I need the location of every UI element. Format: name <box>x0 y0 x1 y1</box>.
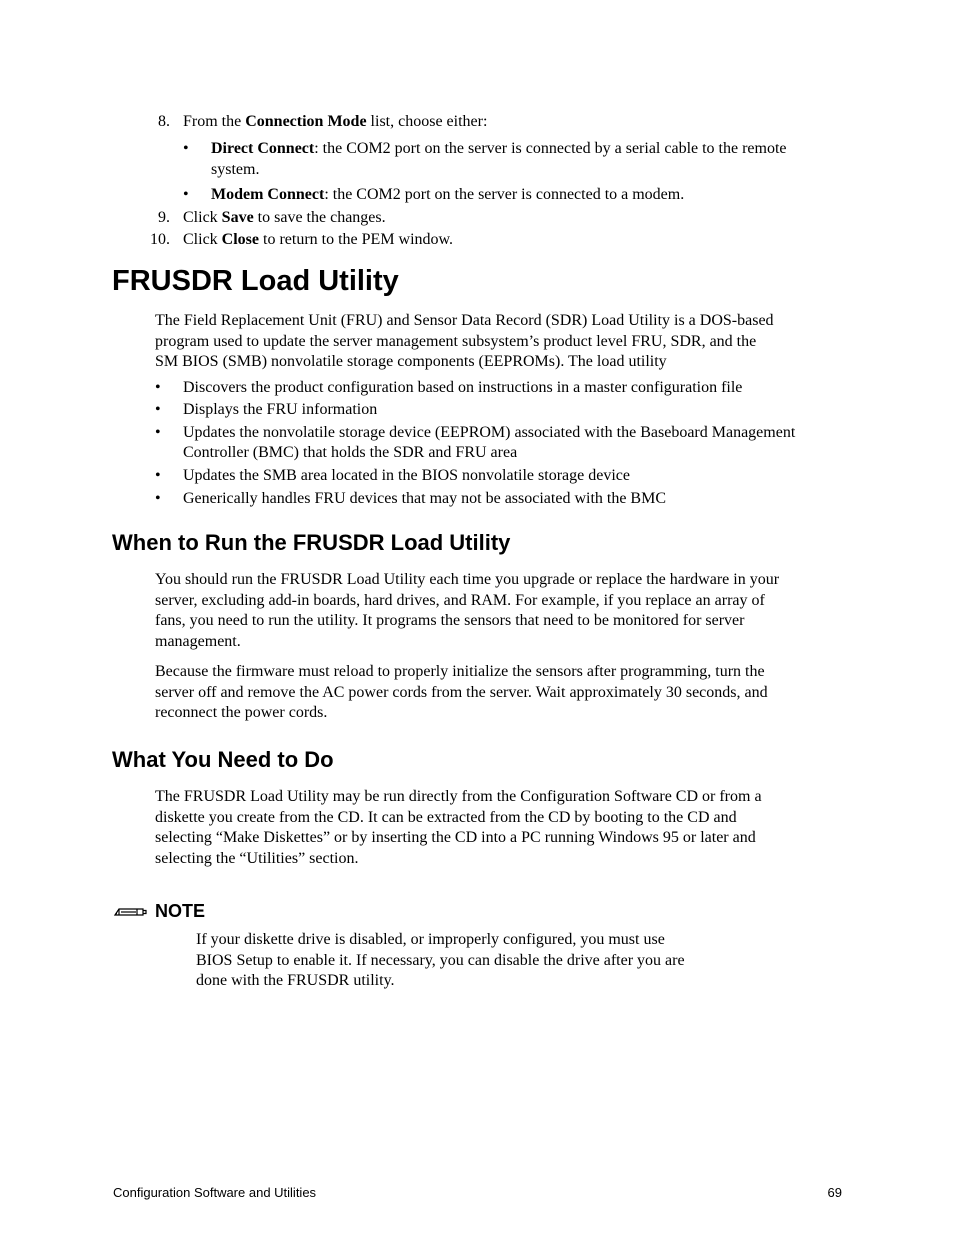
bullet-icon: • <box>155 401 161 418</box>
paragraph: Because the firmware must reload to properly initialize the sensors after programming, turn the server off and remove the AC power cords from the server. Wait approximately 30 seconds, and reconnect the power cords. <box>155 663 768 721</box>
pencil-icon <box>113 902 149 922</box>
footer-title: Configuration Software and Utilities <box>113 1185 317 1200</box>
step-text: From the Connection Mode list, choose either: <box>183 113 488 130</box>
paragraph: You should run the FRUSDR Load Utility each time you upgrade or replace the hardware in your server, excluding add-in boards, hard drives, and RAM. For example, if you replace an array of fans, you need to run the utility. It programs the sensors that need to be monitored for server management. <box>155 571 780 650</box>
note-label: NOTE <box>155 901 206 921</box>
step-number: 8. <box>158 113 170 130</box>
bullet-icon: • <box>155 490 161 507</box>
bullet-icon: • <box>183 140 189 157</box>
step-number: 10. <box>150 231 170 248</box>
intro-paragraph: The Field Replacement Unit (FRU) and Sensor Data Record (SDR) Load Utility is a DOS-based program used to update the server management subsystem’s product level FRU, SDR, and the SM BIOS (SMB) nonvolatile storage components (EEPROMs). The load utility <box>155 312 774 370</box>
document-page: 8. From the Connection Mode list, choose either: • Direct Connect: the COM2 port on the server is connected by a serial cable to the remote system. • Modem Connect: the COM2 port on the server is connected to a modem. 9. Click Save to save the changes. 10. Click Close to return to the PEM window. FRUSDR Load Utility The Field Replacement Unit (FRU) and Sensor Data Record (SDR) Load Utility is a DOS-based program used to update the server management subsystem’s product level FRU, SDR, and the SM BIOS (SMB) nonvolatile storage components (EEPROMs). The load utility • Discovers the product configuration based on instructions in a master configuration file • Displays the FRU information • Updates the nonvolatile storage device (EEPROM) associated with the Baseboard Management Controller (BMC) that holds the SDR and FRU area • Updates the SMB area located in the BIOS nonvolatile storage device • Generically handles FRU devices that may not be associated with the BMC When to Run the FRUSDR Load Utility You should run the FRUSDR Load Utility each time you upgrade or replace the hardware in your server, excluding add-in boards, hard drives, and RAM. For example, if you replace an array of fans, you need to run the utility. It programs the sensors that need to be monitored for server management. Because the firmware must reload to properly initialize the sensors after programming, turn the server off and remove the AC power cords from the server. Wait approximately 30 seconds, and reconnect the power cords. What You Need to Do The FRUSDR Load Utility may be run directly from the Configuration Software CD or from a diskette you create from the CD. It can be extracted from the CD by booting to the CD and selecting “Make Diskettes” or by inserting the CD into a PC running Windows 95 or later and selecting the “Utilities” section. NOTE If your diskette drive is disabled, or improperly configured, you must use BIOS Setup to enable it. If necessary, you can disable the drive after you are done with the FRUSDR utility. Configuration Software and Utilities 69 <box>0 0 954 1235</box>
bullet-icon: • <box>183 186 189 203</box>
bullet-icon: • <box>155 379 161 396</box>
paragraph: The FRUSDR Load Utility may be run directly from the Configuration Software CD or from a diskette you create from the CD. It can be extracted from the CD by booting to the CD and selecting “Make Diskettes” or by inserting the CD into a PC running Windows 95 or later and selecting the “Utilities” section. <box>155 788 762 867</box>
bullet-icon: • <box>155 424 161 441</box>
step-text: Click Close to return to the PEM window. <box>183 231 454 248</box>
step-text: Click Save to save the changes. <box>183 209 386 226</box>
page-number: 69 <box>827 1185 842 1200</box>
note-body: If your diskette drive is disabled, or improperly configured, you must use BIOS Setup to enable it. If necessary, you can disable the drive after you are done with the FRUSDR utility. <box>196 931 685 989</box>
subsection-heading: When to Run the FRUSDR Load Utility <box>112 530 511 555</box>
section-heading: FRUSDR Load Utility <box>112 265 399 297</box>
step-number: 9. <box>158 209 170 226</box>
bullet-icon: • <box>155 467 161 484</box>
subsection-heading: What You Need to Do <box>112 747 334 772</box>
